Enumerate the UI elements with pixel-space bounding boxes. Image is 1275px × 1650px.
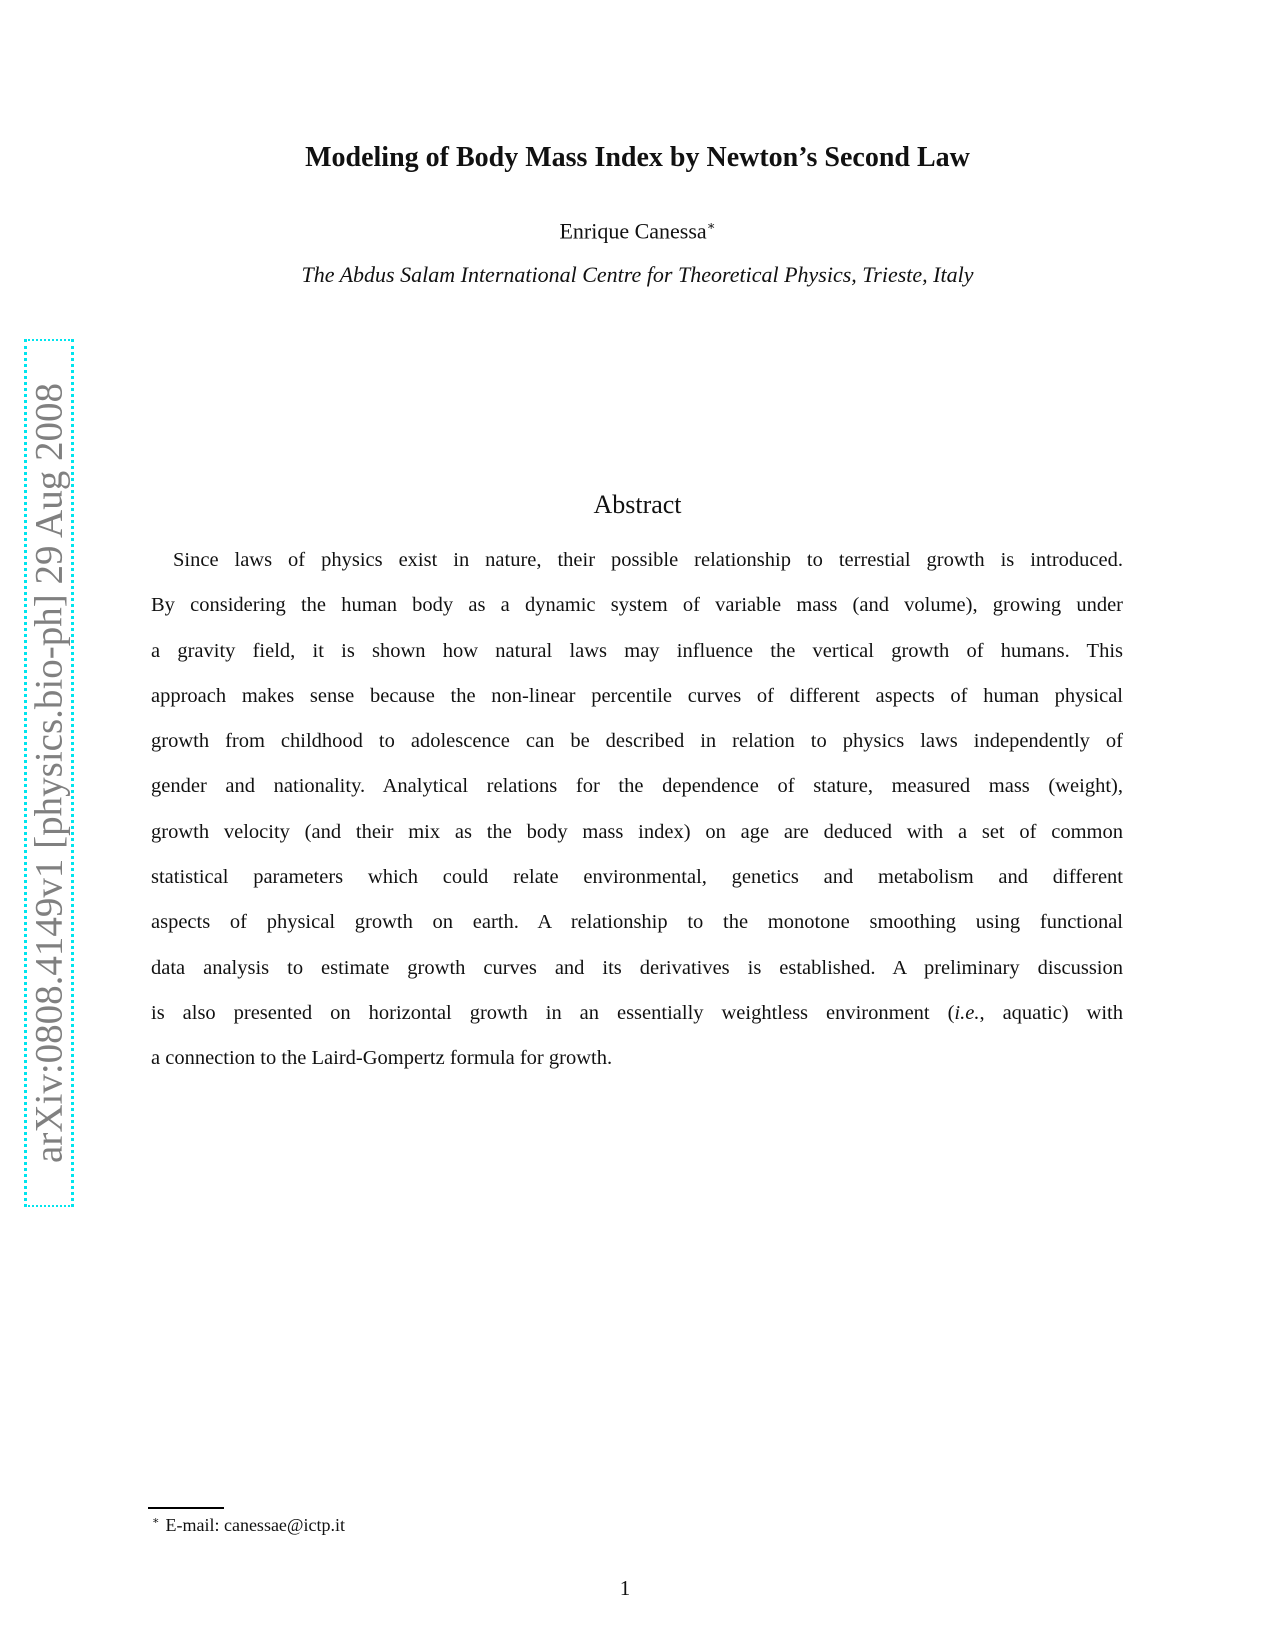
abstract-line: aspects of physical growth on earth. A relationship to the monotone smoothing using functional — [151, 911, 1123, 934]
abstract-line: growth velocity (and their mix as the body mass index) on age are deduced with a set of common — [151, 820, 1123, 843]
page-number: 1 — [619, 1576, 631, 1600]
author-footnote-mark: ∗ — [706, 218, 716, 233]
abstract-line: approach makes sense because the non-linear percentile curves of different aspects of human physical — [151, 684, 1123, 707]
abstract-line: data analysis to estimate growth curves and its derivatives is established. A preliminary discussion — [151, 956, 1123, 979]
abstract-line: growth from childhood to adolescence can be described in relation to physics laws independently of — [151, 730, 1123, 753]
abbreviation-ie: i.e. — [954, 1001, 980, 1024]
abstract-line: a gravity field, it is shown how natural laws may influence the vertical growth of humans. This — [151, 639, 1123, 662]
footnote-rule — [148, 1507, 224, 1509]
arxiv-identifier: arXiv:0808.4149v1 [physics.bio-ph] 29 Aug 2008 — [27, 383, 71, 1163]
author-name: Enrique Canessa — [559, 218, 707, 244]
paper-title: Modeling of Body Mass Index by Newton’s Second Law — [305, 142, 970, 173]
footnote — [152, 1514, 345, 1536]
abstract-line: is also presented on horizontal growth in an essentially weightless environment (i.e., aquatic) with — [151, 1001, 1123, 1024]
abstract-line: a connection to the Laird-Gompertz formula for growth. — [151, 1047, 613, 1070]
footnote-mark: ∗ — [152, 1515, 160, 1527]
arxiv-stamp — [24, 339, 74, 1207]
footnote-email: E-mail: canessae@ictp.it — [165, 1515, 345, 1535]
affiliation: The Abdus Salam International Centre for Theoretical Physics, Trieste, Italy — [301, 262, 974, 287]
abstract-line: By considering the human body as a dynamic system of variable mass (and volume), growing under — [151, 594, 1123, 617]
abstract-line: Since laws of physics exist in nature, their possible relationship to terrestial growth is introduced. — [173, 549, 1123, 571]
abstract-line: gender and nationality. Analytical relations for the dependence of stature, measured mass (weight), — [151, 775, 1123, 798]
abstract-heading: Abstract — [593, 490, 682, 519]
author — [0, 218, 1275, 244]
abstract-line: statistical parameters which could relate environmental, genetics and metabolism and different — [151, 866, 1123, 889]
abstract-body — [151, 538, 1123, 1082]
